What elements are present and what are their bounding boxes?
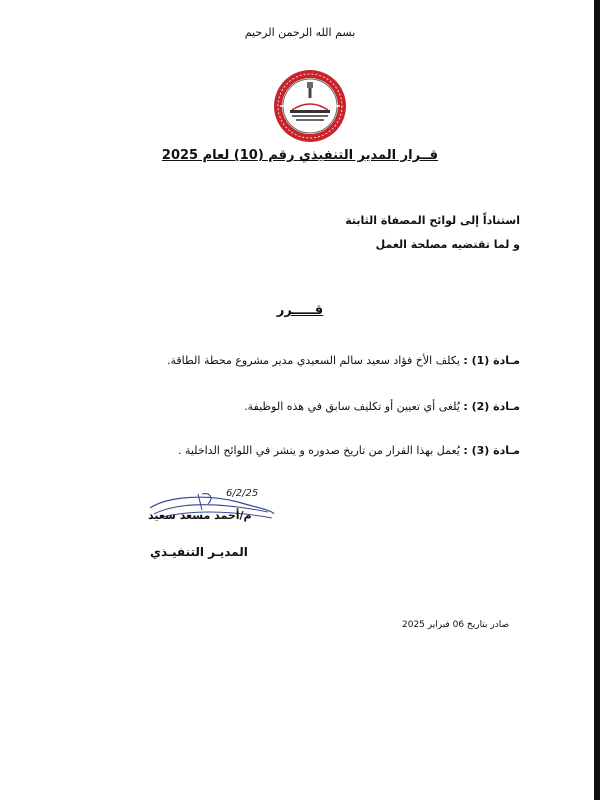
issue-date: صادر بتاريخ 06 فبراير 2025 [402,620,510,630]
basmala: بسم الله الرحمن الرحيم [244,26,356,39]
article-3-text: يُعمل بهذا القرار من تاريخ صدوره و ينشر في اللوائح الداخلية . [177,444,460,457]
preamble-line-2: و لما تقتضيه مصلحة العمل [375,238,520,251]
signatory-title: المديـر التنفيـذي [150,545,248,559]
signatory-name: م/أحمد مسعد سعيد [148,509,252,522]
article-1 [167,354,520,367]
article-2-text: يُلغى أي تعيين أو تكليف سابق في هذه الوظيفة. [244,400,460,413]
article-3 [178,444,520,457]
article-3-label: مـادة (3) : [463,444,520,457]
article-2-label: مـادة (2) : [463,400,520,413]
decision-title: قــرار المدير التنفيذي رقم (10) لعام 2025 [161,148,439,163]
article-1-label: مـادة (1) : [463,354,520,367]
ministry-logo [270,68,350,144]
scan-edge [594,0,600,800]
preamble-line-1: استناداً إلى لوائح المصفاة الثابتة [345,214,520,227]
decided-heading: قـــــرر [276,303,324,318]
article-1-text: يكلف الأخ فؤاد سعيد سالم السعيدي مدير مشروع محطة الطاقة. [167,354,460,367]
signature-date: 6/2/25 [226,488,259,499]
article-2 [244,400,520,413]
